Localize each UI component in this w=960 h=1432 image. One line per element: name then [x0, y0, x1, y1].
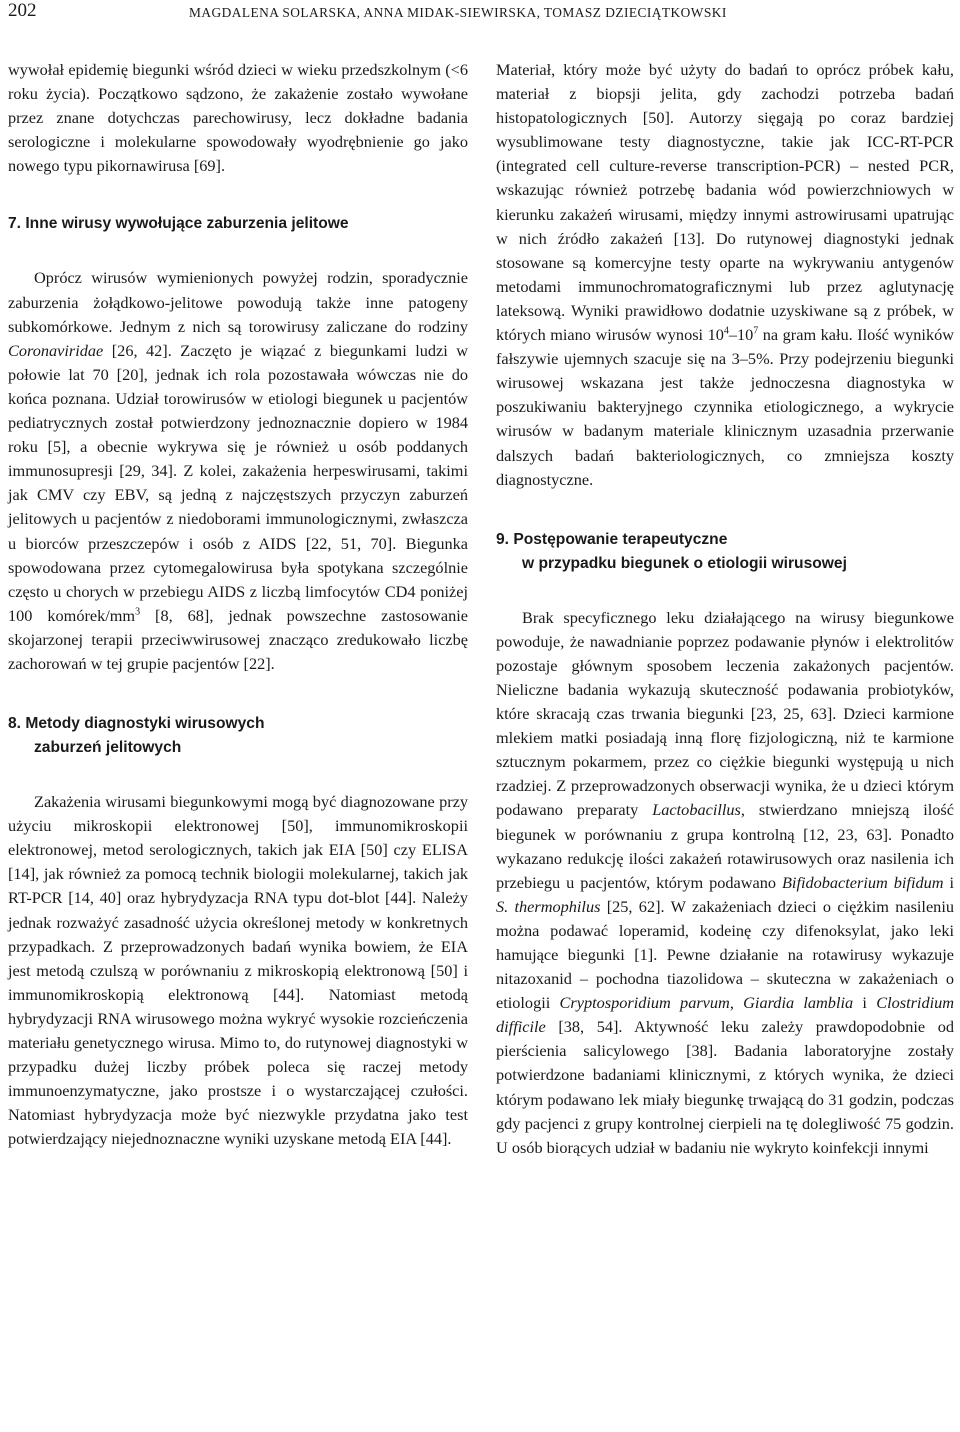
italic-term: Lactobacillus — [652, 800, 741, 820]
section-7-paragraph — [8, 266, 468, 676]
italic-term: Giardia lamblia — [743, 993, 854, 1013]
left-column — [8, 58, 468, 1151]
text-run: i — [853, 993, 877, 1013]
section-8-title-line-2: zaburzeń jelitowych — [34, 739, 182, 757]
running-head-authors: MAGDALENA SOLARSKA, ANNA MIDAK-SIEWIRSKA, TOMASZ DZIECIĄTKOWSKI — [189, 5, 727, 20]
section-7-heading — [8, 212, 468, 236]
text-run: Oprócz wirusów wymienionych powyżej rodzin, sporadycznie zaburzenia żołądkowo-jelitowe powodują także inne patogeny subkomórkowe. Jednym z nich są torowirusy zaliczane do rodziny — [8, 268, 468, 336]
text-run: [26, 42]. Zaczęto je wiązać z biegunkami ludzi w połowie lat 70 [20], jednak ich rola pozostawała wówczas nie do końca poznana. Udział torowirusów w etiologi biegunek u pacjentów pediatrycznych został potwierdzony jednoznacznie dopiero w 1984 roku [5], a obecnie wykrywa się je również u osób poddanych immunosupresji [29, 34]. Z kolei, zakażenia herpeswirusami, takimi jak CMV czy EBV, są jedną z najczęstszych przyczyn zaburzeń jelitowych u pacjentów z niedoborami immunologicznymi, zwłaszcza u biorców przeszczepów i osób z AIDS [22, 51, 70]. Biegunka spowodowana przez cytomegalowirusa była spotykana szczególnie często u chorych w przebiegu AIDS z liczbą limfocytów CD4 poniżej 100 komórek/mm — [8, 340, 468, 625]
section-8-heading — [8, 712, 468, 760]
page-number: 202 — [8, 0, 37, 21]
italic-term: Cryptosporidium parvum — [559, 993, 730, 1013]
page-header — [8, 0, 954, 26]
text-run: , stwierdzano mniejszą ilość biegunek w porównaniu z grupa kontrolną [12, 23, 63]. Ponadto wykazano redukcję ilości zakażeń rotawirusowych oraz nasilenia ich przebiegu u pacjentów, którym podawano — [496, 800, 954, 892]
text-run: –10 — [728, 325, 754, 345]
section-9-heading — [496, 528, 954, 576]
section-8-paragraph: Zakażenia wirusami biegunkowymi mogą być diagnozowane przy użyciu mikroskopii elektronowej [50], immunomikroskopii elektronowej, metod serologicznych, takich jak EIA [50] czy ELISA [14], jak również za pomocą technik biologii molekularnej, takich jak RT-PCR [14, 40] oraz hybrydyzacja RNA typu dot-blot [44]. Należy jednak rozważyć zasadność użycia określonej metody w konkretnych przypadkach. Z przeprowadzonych badań wynika bowiem, że EIA jest metodą czulszą w porównaniu z mikroskopią elektronową [50] i immunomikroskopią elektronową [44]. Natomiast metodą hybrydyzacji RNA wirusowego można wykryć wysokie rozcieńczenia materiału genetycznego wirusa. Mimo to, do rutynowej diagnostyki w przypadku dużej liczby próbek poleca się raczej metody immunoenzymatyczne, jako prostsze i o wystarczającej czułości. Natomiast hybrydyzacja może być niezwykle przydatna jako test potwierdzający niejednoznaczne wyniki uzyskane metodą EIA [44]. — [8, 792, 468, 1149]
superscript: 7 — [753, 325, 759, 337]
italic-term: Clostridium difficile — [496, 993, 955, 1037]
italic-term: Coronaviridae — [8, 340, 104, 360]
text-run: , — [729, 993, 744, 1013]
italic-term: Bifidobacterium bifidum — [781, 872, 944, 892]
section-9-paragraph — [496, 606, 954, 1160]
materials-paragraph — [496, 58, 954, 492]
section-9-title-line-1: 9. Postępowanie terapeutyczne — [496, 530, 728, 548]
italic-term: S. thermophilus — [496, 896, 601, 916]
section-9-title-line-2: w przypadku biegunek o etiologii wirusowej — [522, 554, 847, 572]
section-8-title-line-1: 8. Metody diagnostyki wirusowych — [8, 715, 265, 733]
text-run: Brak specyficznego leku działającego na wirusy biegunkowe powoduje, że nawadnianie poprzez podawanie płynów i elektrolitów pozostaje głównym sposobem leczenia zakażonych pacjentów. Nieliczne badania wykazują skuteczność podawania probiotyków, które skracają czas trwania biegunki [23, 25, 63]. Dzieci karmione mlekiem matki posiadają inną florę fizjologiczną, niż te karmione sztucznym pokarmem, przez co ciężkie biegunki występują u nich rzadziej. Z przeprowadzonych obserwacji wynika, że u dzieci którym podawano preparaty — [496, 607, 954, 820]
section-7-title: 7. Inne wirusy wywołujące zaburzenia jelitowe — [8, 215, 349, 233]
superscript: 3 — [135, 606, 141, 618]
text-run: na gram kału. Ilość wyników fałszywie ujemnych szacuje się na 3–5%. Przy podejrzeniu biegunki wirusowej wskazana jest także jednoczesna diagnostyka w poszukiwaniu bakteryjnego czynnika etiologicznego, a wykrycie wirusów w badanym materiale klinicznym uzasadnia przerwanie dalszych badań bakteriologicznych, co zmniejsza koszty diagnostyczne. — [496, 325, 954, 489]
text-run: [25, 62]. W zakażeniach dzieci o ciężkim nasileniu można podawać loperamid, kodeinę czy difenoksylat, jako leki hamujące biegunki [1]. Pewne działanie na rotawirusy wykazuje nitazoxanid – pochodna tiazolidowa – skuteczna w zakażeniach o etiologii — [496, 896, 954, 1013]
intro-paragraph: wywołał epidemię biegunki wśród dzieci w wieku przedszkolnym (<6 roku życia). Początkowo sądzono, że zakażenie zostało wywołane przez znane dotychczas parechowirusy, lecz dokładne badania serologiczne i molekularne spowodowały wyodrębnienie go jako nowego typu pikornawirusa [69]. — [8, 60, 468, 176]
text-run: [38, 54]. Aktywność leku zależy prawdopodobnie od pierścienia salicylowego [38]. Badania laboratoryjne zostały potwierdzone badaniami klinicznymi, z których wynika, że dzieci którym podawano lek miały biegunkę trwającą do 31 godzin, podczas gdy pacjenci z grupy kontrolnej cierpieli na tę dolegliwość 75 godzin. U osób biorących udział w badaniu nie wykryto koinfekcji innymi — [496, 1017, 954, 1157]
right-column — [496, 58, 954, 1160]
text-run: i — [943, 872, 954, 892]
superscript: 4 — [723, 325, 729, 337]
text-run: [8, 68], jednak powszechne zastosowanie skojarzonej terapii przeciwwirusowej znacząco zredukowało liczbę zachorowań w tej grupie pacjentów [22]. — [8, 605, 468, 673]
text-run: Materiał, który może być użyty do badań to oprócz próbek kału, materiał z biopsji jelita, gdy zachodzi potrzeba badań histopatologicznych [50]. Autorzy sięgają po coraz bardziej wysublimowane testy diagnostyczne, takie jak ICC-RT-PCR (integrated cell culture-reverse transcription-PCR) – nested PCR, wskazując również potrzebę badania wód powierzchniowych w kierunku zakażeń wirusami, między innymi astrowirusami upatrując w nich źródło zakażeń [13]. Do rutynowej diagnostyki jednak stosowane są komercyjne testy oparte na wykrywaniu antygenów metodami immunochromatograficznymi lub przez aglutynację lateksową. Wyniki prawidłowo dodatnie uzyskiwane są z próbek, w których miano wirusów wynosi 10 — [496, 60, 954, 345]
